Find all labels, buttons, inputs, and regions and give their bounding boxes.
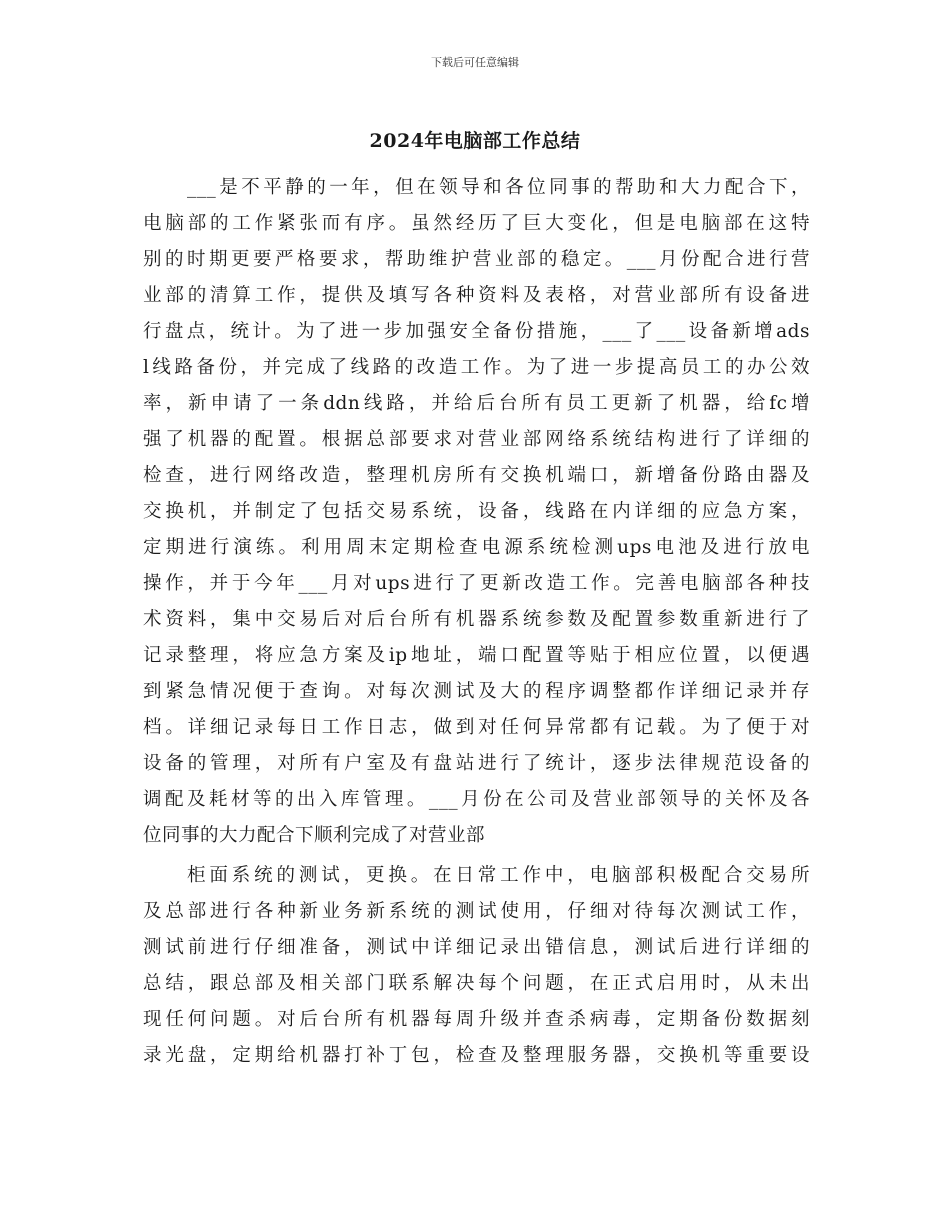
paragraph-line: 交换机，并制定了包括交易系统，设备，线路在内详细的应急方案， — [143, 501, 810, 522]
paragraph-line: 检查，进行网络改造，整理机房所有交换机端口，新增备份路由器及 — [143, 465, 810, 486]
paragraph-1 — [143, 170, 810, 854]
paragraph-line: 到紧急情况便于查询。对每次测试及大的程序调整都作详细记录并存 — [143, 681, 810, 702]
paragraph-line: 柜面系统的测试，更换。在日常工作中，电脑部积极配合交易所 — [187, 865, 810, 886]
paragraph-line: 电脑部的工作紧张而有序。虽然经历了巨大变化，但是电脑部在这特 — [143, 213, 810, 234]
paragraph-line: 测试前进行仔细准备，测试中详细记录出错信息，测试后进行详细的 — [143, 937, 810, 958]
paragraph-line: 业部的清算工作，提供及填写各种资料及表格，对营业部所有设备进 — [143, 285, 810, 306]
paragraph-line: 别的时期更要严格要求，帮助维护营业部的稳定。___月份配合进行营 — [143, 249, 810, 270]
paragraph-line: 率，新申请了一条ddn线路，并给后台所有员工更新了机器，给fc增 — [143, 393, 810, 414]
paragraph-line: 定期进行演练。利用周末定期检查电源系统检测ups电池及进行放电 — [143, 537, 810, 558]
paragraph-line: 设备的管理，对所有户室及有盘站进行了统计，逐步法律规范设备的 — [143, 753, 810, 774]
paragraph-line: 记录整理，将应急方案及ip地址，端口配置等贴于相应位置，以便遇 — [143, 645, 810, 666]
page-header-note: 下载后可任意编辑 — [431, 56, 519, 69]
document-body — [143, 170, 810, 1074]
paragraph-line: 现任何问题。对后台所有机器每周升级并查杀病毒，定期备份数据刻 — [143, 1009, 810, 1030]
paragraph-2 — [143, 858, 810, 1074]
paragraph-line: 总结，跟总部及相关部门联系解决每个问题，在正式启用时，从未出 — [143, 973, 810, 994]
paragraph-line: 及总部进行各种新业务新系统的测试使用，仔细对待每次测试工作， — [143, 901, 810, 922]
paragraph-line: 强了机器的配置。根据总部要求对营业部网络系统结构进行了详细的 — [143, 429, 810, 450]
paragraph-line: 操作，并于今年___月对ups进行了更新改造工作。完善电脑部各种技 — [143, 573, 810, 594]
paragraph-line: 位同事的大力配合下顺利完成了对营业部 — [143, 825, 486, 846]
paragraph-line: 行盘点，统计。为了进一步加强安全备份措施，___了___设备新增ads — [143, 321, 810, 342]
paragraph-line: ___是不平静的一年，但在领导和各位同事的帮助和大力配合下， — [187, 177, 810, 198]
document-title: 2024年电脑部工作总结 — [369, 130, 581, 152]
paragraph-line: 录光盘，定期给机器打补丁包，检查及整理服务器，交换机等重要设 — [143, 1045, 810, 1066]
paragraph-line: l线路备份，并完成了线路的改造工作。为了进一步提高员工的办公效 — [143, 357, 810, 378]
paragraph-line: 术资料，集中交易后对后台所有机器系统参数及配置参数重新进行了 — [143, 609, 810, 630]
paragraph-line: 档。详细记录每日工作日志，做到对任何异常都有记载。为了便于对 — [143, 717, 810, 738]
paragraph-line: 调配及耗材等的出入库管理。___月份在公司及营业部领导的关怀及各 — [143, 789, 810, 810]
